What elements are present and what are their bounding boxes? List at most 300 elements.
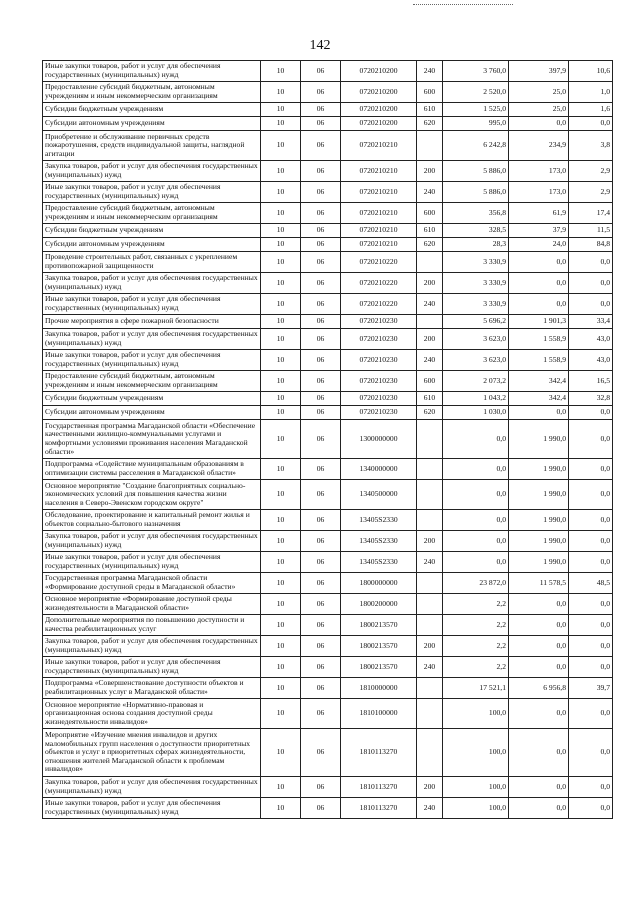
row-name-cell: Подпрограмма «Содействие муниципальным образованиям в оптимизации системы расселения в Магаданской области» bbox=[43, 459, 261, 480]
execution-percent-cell: 0,0 bbox=[569, 406, 613, 420]
executed-amount-cell: 1 558,9 bbox=[509, 329, 569, 350]
section-cell: 10 bbox=[261, 573, 301, 594]
subsection-cell: 06 bbox=[301, 420, 341, 459]
table-row bbox=[43, 729, 613, 777]
executed-amount-cell: 1 990,0 bbox=[509, 459, 569, 480]
expense-type-cell: 240 bbox=[417, 798, 443, 819]
executed-amount-cell: 6 956,8 bbox=[509, 678, 569, 699]
section-cell: 10 bbox=[261, 103, 301, 117]
planned-amount-cell: 3 330,9 bbox=[443, 252, 509, 273]
planned-amount-cell: 3 760,0 bbox=[443, 61, 509, 82]
section-cell: 10 bbox=[261, 657, 301, 678]
executed-amount-cell: 1 990,0 bbox=[509, 420, 569, 459]
target-code-cell: 0720210210 bbox=[341, 203, 417, 224]
target-code-cell: 13405S2330 bbox=[341, 510, 417, 531]
executed-amount-cell: 24,0 bbox=[509, 238, 569, 252]
subsection-cell: 06 bbox=[301, 350, 341, 371]
target-code-cell: 1800000000 bbox=[341, 573, 417, 594]
subsection-cell: 06 bbox=[301, 699, 341, 729]
section-cell: 10 bbox=[261, 798, 301, 819]
table-row bbox=[43, 615, 613, 636]
execution-percent-cell: 0,0 bbox=[569, 798, 613, 819]
planned-amount-cell: 2 073,2 bbox=[443, 371, 509, 392]
expense-type-cell: 240 bbox=[417, 657, 443, 678]
planned-amount-cell: 5 696,2 bbox=[443, 315, 509, 329]
planned-amount-cell: 17 521,1 bbox=[443, 678, 509, 699]
execution-percent-cell: 0,0 bbox=[569, 117, 613, 131]
execution-percent-cell: 0,0 bbox=[569, 420, 613, 459]
row-name-cell: Государственная программа Магаданской области «Формирование доступной среды в Магаданской области» bbox=[43, 573, 261, 594]
execution-percent-cell: 2,9 bbox=[569, 161, 613, 182]
target-code-cell: 1800200000 bbox=[341, 594, 417, 615]
table-row bbox=[43, 459, 613, 480]
planned-amount-cell: 0,0 bbox=[443, 531, 509, 552]
planned-amount-cell: 0,0 bbox=[443, 480, 509, 510]
row-name-cell: Предоставление субсидий бюджетным, автономным учреждениям и иным некоммерческим организациям bbox=[43, 203, 261, 224]
planned-amount-cell: 3 330,9 bbox=[443, 294, 509, 315]
table-row bbox=[43, 678, 613, 699]
expense-type-cell bbox=[417, 252, 443, 273]
planned-amount-cell: 6 242,8 bbox=[443, 131, 509, 161]
executed-amount-cell: 0,0 bbox=[509, 594, 569, 615]
subsection-cell: 06 bbox=[301, 657, 341, 678]
section-cell: 10 bbox=[261, 61, 301, 82]
row-name-cell: Субсидии бюджетным учреждениям bbox=[43, 392, 261, 406]
table-row bbox=[43, 371, 613, 392]
execution-percent-cell: 0,0 bbox=[569, 459, 613, 480]
target-code-cell: 0720210230 bbox=[341, 392, 417, 406]
expense-type-cell bbox=[417, 729, 443, 777]
table-row bbox=[43, 350, 613, 371]
expense-type-cell: 200 bbox=[417, 161, 443, 182]
execution-percent-cell: 2,9 bbox=[569, 182, 613, 203]
subsection-cell: 06 bbox=[301, 294, 341, 315]
expense-type-cell: 620 bbox=[417, 406, 443, 420]
row-name-cell: Закупка товаров, работ и услуг для обеспечения государственных (муниципальных) нужд bbox=[43, 636, 261, 657]
planned-amount-cell: 2,2 bbox=[443, 636, 509, 657]
planned-amount-cell: 100,0 bbox=[443, 798, 509, 819]
section-cell: 10 bbox=[261, 729, 301, 777]
table-row bbox=[43, 203, 613, 224]
executed-amount-cell: 1 990,0 bbox=[509, 531, 569, 552]
target-code-cell: 0720210210 bbox=[341, 238, 417, 252]
executed-amount-cell: 397,9 bbox=[509, 61, 569, 82]
section-cell: 10 bbox=[261, 510, 301, 531]
table-row bbox=[43, 636, 613, 657]
section-cell: 10 bbox=[261, 131, 301, 161]
expense-type-cell: 600 bbox=[417, 82, 443, 103]
execution-percent-cell: 10,6 bbox=[569, 61, 613, 82]
table-row bbox=[43, 294, 613, 315]
subsection-cell: 06 bbox=[301, 238, 341, 252]
executed-amount-cell: 1 558,9 bbox=[509, 350, 569, 371]
target-code-cell: 0720210200 bbox=[341, 61, 417, 82]
subsection-cell: 06 bbox=[301, 573, 341, 594]
budget-table-body bbox=[43, 61, 613, 819]
table-row bbox=[43, 420, 613, 459]
execution-percent-cell: 0,0 bbox=[569, 636, 613, 657]
table-row bbox=[43, 82, 613, 103]
row-name-cell: Мероприятие «Изучение мнения инвалидов и других маломобильных групп населения о доступности приоритетных объектов и услуг в приоритетных сферах жизнедеятельности, отношения жителей Магаданской области к проблемам инвалидов» bbox=[43, 729, 261, 777]
row-name-cell: Субсидии бюджетным учреждениям bbox=[43, 103, 261, 117]
executed-amount-cell: 1 901,3 bbox=[509, 315, 569, 329]
target-code-cell: 1800213570 bbox=[341, 615, 417, 636]
page-number: 142 bbox=[309, 38, 331, 53]
section-cell: 10 bbox=[261, 420, 301, 459]
executed-amount-cell: 0,0 bbox=[509, 729, 569, 777]
planned-amount-cell: 3 330,9 bbox=[443, 273, 509, 294]
row-name-cell: Закупка товаров, работ и услуг для обеспечения государственных (муниципальных) нужд bbox=[43, 531, 261, 552]
target-code-cell: 13405S2330 bbox=[341, 552, 417, 573]
subsection-cell: 06 bbox=[301, 798, 341, 819]
expense-type-cell: 610 bbox=[417, 103, 443, 117]
section-cell: 10 bbox=[261, 161, 301, 182]
target-code-cell: 0720210210 bbox=[341, 161, 417, 182]
section-cell: 10 bbox=[261, 273, 301, 294]
planned-amount-cell: 0,0 bbox=[443, 420, 509, 459]
target-code-cell: 0720210210 bbox=[341, 182, 417, 203]
executed-amount-cell: 25,0 bbox=[509, 82, 569, 103]
row-name-cell: Иные закупки товаров, работ и услуг для обеспечения государственных (муниципальных) нужд bbox=[43, 61, 261, 82]
expense-type-cell bbox=[417, 699, 443, 729]
expense-type-cell: 600 bbox=[417, 371, 443, 392]
row-name-cell: Основное мероприятие «Нормативно-правовая и организационная основа создания доступной среды жизнедеятельности инвалидов» bbox=[43, 699, 261, 729]
executed-amount-cell: 0,0 bbox=[509, 777, 569, 798]
executed-amount-cell: 173,0 bbox=[509, 182, 569, 203]
execution-percent-cell: 17,4 bbox=[569, 203, 613, 224]
target-code-cell: 0720210230 bbox=[341, 406, 417, 420]
planned-amount-cell: 100,0 bbox=[443, 699, 509, 729]
expense-type-cell: 620 bbox=[417, 117, 443, 131]
planned-amount-cell: 2 520,0 bbox=[443, 82, 509, 103]
execution-percent-cell: 0,0 bbox=[569, 273, 613, 294]
section-cell: 10 bbox=[261, 406, 301, 420]
subsection-cell: 06 bbox=[301, 594, 341, 615]
executed-amount-cell: 0,0 bbox=[509, 798, 569, 819]
row-name-cell: Закупка товаров, работ и услуг для обеспечения государственных (муниципальных) нужд bbox=[43, 777, 261, 798]
execution-percent-cell: 0,0 bbox=[569, 510, 613, 531]
target-code-cell: 0720210200 bbox=[341, 103, 417, 117]
execution-percent-cell: 0,0 bbox=[569, 729, 613, 777]
executed-amount-cell: 0,0 bbox=[509, 294, 569, 315]
section-cell: 10 bbox=[261, 315, 301, 329]
subsection-cell: 06 bbox=[301, 182, 341, 203]
subsection-cell: 06 bbox=[301, 480, 341, 510]
planned-amount-cell: 2,2 bbox=[443, 615, 509, 636]
section-cell: 10 bbox=[261, 329, 301, 350]
expense-type-cell: 240 bbox=[417, 552, 443, 573]
expense-type-cell: 610 bbox=[417, 224, 443, 238]
planned-amount-cell: 5 886,0 bbox=[443, 182, 509, 203]
executed-amount-cell: 11 578,5 bbox=[509, 573, 569, 594]
execution-percent-cell: 43,0 bbox=[569, 329, 613, 350]
row-name-cell: Иные закупки товаров, работ и услуг для обеспечения государственных (муниципальных) нужд bbox=[43, 657, 261, 678]
target-code-cell: 13405S2330 bbox=[341, 531, 417, 552]
subsection-cell: 06 bbox=[301, 315, 341, 329]
row-name-cell: Государственная программа Магаданской области «Обеспечение качественными жилищно-коммунальными услугами и комфортными условиями проживания населения Магаданской области» bbox=[43, 420, 261, 459]
executed-amount-cell: 25,0 bbox=[509, 103, 569, 117]
table-row bbox=[43, 273, 613, 294]
table-row bbox=[43, 510, 613, 531]
subsection-cell: 06 bbox=[301, 459, 341, 480]
table-row bbox=[43, 594, 613, 615]
target-code-cell: 0720210230 bbox=[341, 329, 417, 350]
execution-percent-cell: 48,5 bbox=[569, 573, 613, 594]
expense-type-cell bbox=[417, 480, 443, 510]
executed-amount-cell: 173,0 bbox=[509, 161, 569, 182]
execution-percent-cell: 0,0 bbox=[569, 252, 613, 273]
section-cell: 10 bbox=[261, 678, 301, 699]
subsection-cell: 06 bbox=[301, 117, 341, 131]
planned-amount-cell: 3 623,0 bbox=[443, 329, 509, 350]
planned-amount-cell: 2,2 bbox=[443, 594, 509, 615]
subsection-cell: 06 bbox=[301, 678, 341, 699]
target-code-cell: 0720210230 bbox=[341, 350, 417, 371]
expense-type-cell: 620 bbox=[417, 238, 443, 252]
target-code-cell: 1800213570 bbox=[341, 657, 417, 678]
execution-percent-cell: 0,0 bbox=[569, 699, 613, 729]
expense-type-cell bbox=[417, 510, 443, 531]
table-row bbox=[43, 238, 613, 252]
execution-percent-cell: 0,0 bbox=[569, 777, 613, 798]
target-code-cell: 0720210220 bbox=[341, 294, 417, 315]
execution-percent-cell: 0,0 bbox=[569, 480, 613, 510]
target-code-cell: 0720210200 bbox=[341, 82, 417, 103]
row-name-cell: Проведение строительных работ, связанных с укреплением противопожарной защищенности bbox=[43, 252, 261, 273]
planned-amount-cell: 28,3 bbox=[443, 238, 509, 252]
executed-amount-cell: 1 990,0 bbox=[509, 552, 569, 573]
table-row bbox=[43, 131, 613, 161]
table-row bbox=[43, 392, 613, 406]
section-cell: 10 bbox=[261, 350, 301, 371]
table-row bbox=[43, 777, 613, 798]
execution-percent-cell: 0,0 bbox=[569, 552, 613, 573]
planned-amount-cell: 328,5 bbox=[443, 224, 509, 238]
section-cell: 10 bbox=[261, 480, 301, 510]
execution-percent-cell: 39,7 bbox=[569, 678, 613, 699]
table-row bbox=[43, 182, 613, 203]
subsection-cell: 06 bbox=[301, 531, 341, 552]
table-row bbox=[43, 406, 613, 420]
target-code-cell: 1340000000 bbox=[341, 459, 417, 480]
planned-amount-cell: 0,0 bbox=[443, 459, 509, 480]
row-name-cell: Иные закупки товаров, работ и услуг для обеспечения государственных (муниципальных) нужд bbox=[43, 350, 261, 371]
row-name-cell: Субсидии автономным учреждениям bbox=[43, 406, 261, 420]
section-cell: 10 bbox=[261, 371, 301, 392]
execution-percent-cell: 0,0 bbox=[569, 615, 613, 636]
row-name-cell: Субсидии бюджетным учреждениям bbox=[43, 224, 261, 238]
executed-amount-cell: 0,0 bbox=[509, 406, 569, 420]
row-name-cell: Закупка товаров, работ и услуг для обеспечения государственных (муниципальных) нужд bbox=[43, 161, 261, 182]
target-code-cell: 0720210230 bbox=[341, 371, 417, 392]
row-name-cell: Иные закупки товаров, работ и услуг для обеспечения государственных (муниципальных) нужд bbox=[43, 552, 261, 573]
executed-amount-cell: 1 990,0 bbox=[509, 480, 569, 510]
execution-percent-cell: 32,8 bbox=[569, 392, 613, 406]
row-name-cell: Предоставление субсидий бюджетным, автономным учреждениям и иным некоммерческим организациям bbox=[43, 82, 261, 103]
row-name-cell: Подпрограмма «Совершенствование доступности объектов и реабилитационных услуг в Магаданской области» bbox=[43, 678, 261, 699]
planned-amount-cell: 1 030,0 bbox=[443, 406, 509, 420]
row-name-cell: Предоставление субсидий бюджетным, автономным учреждениям и иным некоммерческим организациям bbox=[43, 371, 261, 392]
subsection-cell: 06 bbox=[301, 729, 341, 777]
executed-amount-cell: 0,0 bbox=[509, 657, 569, 678]
planned-amount-cell: 23 872,0 bbox=[443, 573, 509, 594]
target-code-cell: 1340500000 bbox=[341, 480, 417, 510]
expense-type-cell bbox=[417, 594, 443, 615]
subsection-cell: 06 bbox=[301, 510, 341, 531]
table-row bbox=[43, 161, 613, 182]
expense-type-cell: 240 bbox=[417, 61, 443, 82]
table-row bbox=[43, 103, 613, 117]
expense-type-cell: 200 bbox=[417, 329, 443, 350]
row-name-cell: Приобретение и обслуживание первичных средств пожаротушения, средств индивидуальной защиты, наглядной агитации bbox=[43, 131, 261, 161]
planned-amount-cell: 995,0 bbox=[443, 117, 509, 131]
subsection-cell: 06 bbox=[301, 615, 341, 636]
row-name-cell: Основное мероприятие "Создание благоприятных социально-экономических условий для повышения качества жизни населения в Северо-Эвенском городском округе" bbox=[43, 480, 261, 510]
table-row bbox=[43, 573, 613, 594]
section-cell: 10 bbox=[261, 699, 301, 729]
expense-type-cell bbox=[417, 420, 443, 459]
executed-amount-cell: 61,9 bbox=[509, 203, 569, 224]
expense-type-cell bbox=[417, 131, 443, 161]
table-row bbox=[43, 798, 613, 819]
subsection-cell: 06 bbox=[301, 131, 341, 161]
subsection-cell: 06 bbox=[301, 392, 341, 406]
subsection-cell: 06 bbox=[301, 273, 341, 294]
table-row bbox=[43, 315, 613, 329]
subsection-cell: 06 bbox=[301, 161, 341, 182]
section-cell: 10 bbox=[261, 224, 301, 238]
section-cell: 10 bbox=[261, 252, 301, 273]
planned-amount-cell: 100,0 bbox=[443, 777, 509, 798]
subsection-cell: 06 bbox=[301, 61, 341, 82]
row-name-cell: Закупка товаров, работ и услуг для обеспечения государственных (муниципальных) нужд bbox=[43, 329, 261, 350]
target-code-cell: 0720210220 bbox=[341, 273, 417, 294]
execution-percent-cell: 84,8 bbox=[569, 238, 613, 252]
table-row bbox=[43, 552, 613, 573]
execution-percent-cell: 11,5 bbox=[569, 224, 613, 238]
executed-amount-cell: 0,0 bbox=[509, 615, 569, 636]
section-cell: 10 bbox=[261, 82, 301, 103]
section-cell: 10 bbox=[261, 615, 301, 636]
target-code-cell: 0720210200 bbox=[341, 117, 417, 131]
subsection-cell: 06 bbox=[301, 252, 341, 273]
execution-percent-cell: 16,5 bbox=[569, 371, 613, 392]
executed-amount-cell: 0,0 bbox=[509, 252, 569, 273]
execution-percent-cell: 1,0 bbox=[569, 82, 613, 103]
expense-type-cell: 240 bbox=[417, 182, 443, 203]
section-cell: 10 bbox=[261, 594, 301, 615]
target-code-cell: 0720210230 bbox=[341, 315, 417, 329]
planned-amount-cell: 3 623,0 bbox=[443, 350, 509, 371]
execution-percent-cell: 1,6 bbox=[569, 103, 613, 117]
executed-amount-cell: 0,0 bbox=[509, 273, 569, 294]
planned-amount-cell: 0,0 bbox=[443, 510, 509, 531]
section-cell: 10 bbox=[261, 459, 301, 480]
expense-type-cell bbox=[417, 678, 443, 699]
executed-amount-cell: 0,0 bbox=[509, 117, 569, 131]
section-cell: 10 bbox=[261, 203, 301, 224]
subsection-cell: 06 bbox=[301, 82, 341, 103]
expense-type-cell: 240 bbox=[417, 350, 443, 371]
target-code-cell: 1810100000 bbox=[341, 699, 417, 729]
table-row bbox=[43, 61, 613, 82]
subsection-cell: 06 bbox=[301, 371, 341, 392]
table-row bbox=[43, 329, 613, 350]
target-code-cell: 1810113270 bbox=[341, 729, 417, 777]
table-row bbox=[43, 699, 613, 729]
execution-percent-cell: 3,8 bbox=[569, 131, 613, 161]
expense-type-cell bbox=[417, 573, 443, 594]
target-code-cell: 1810113270 bbox=[341, 798, 417, 819]
target-code-cell: 0720210210 bbox=[341, 224, 417, 238]
target-code-cell: 1810000000 bbox=[341, 678, 417, 699]
execution-percent-cell: 33,4 bbox=[569, 315, 613, 329]
subsection-cell: 06 bbox=[301, 552, 341, 573]
section-cell: 10 bbox=[261, 182, 301, 203]
target-code-cell: 1800213570 bbox=[341, 636, 417, 657]
expense-type-cell: 200 bbox=[417, 777, 443, 798]
planned-amount-cell: 1 525,0 bbox=[443, 103, 509, 117]
subsection-cell: 06 bbox=[301, 777, 341, 798]
executed-amount-cell: 342,4 bbox=[509, 371, 569, 392]
section-cell: 10 bbox=[261, 777, 301, 798]
row-name-cell: Иные закупки товаров, работ и услуг для обеспечения государственных (муниципальных) нужд bbox=[43, 182, 261, 203]
target-code-cell: 1810113270 bbox=[341, 777, 417, 798]
row-name-cell: Основное мероприятие «Формирование доступной среды жизнедеятельности в Магаданской области» bbox=[43, 594, 261, 615]
row-name-cell: Прочие мероприятия в сфере пожарной безопасности bbox=[43, 315, 261, 329]
expense-type-cell: 200 bbox=[417, 273, 443, 294]
table-row bbox=[43, 531, 613, 552]
section-cell: 10 bbox=[261, 531, 301, 552]
budget-table bbox=[42, 60, 613, 819]
expense-type-cell: 240 bbox=[417, 294, 443, 315]
row-name-cell: Иные закупки товаров, работ и услуг для обеспечения государственных (муниципальных) нужд bbox=[43, 294, 261, 315]
section-cell: 10 bbox=[261, 294, 301, 315]
section-cell: 10 bbox=[261, 238, 301, 252]
table-row bbox=[43, 224, 613, 238]
planned-amount-cell: 100,0 bbox=[443, 729, 509, 777]
expense-type-cell bbox=[417, 315, 443, 329]
row-name-cell: Обследование, проектирование и капитальный ремонт жилья и объектов социально-бытового назначения bbox=[43, 510, 261, 531]
section-cell: 10 bbox=[261, 552, 301, 573]
row-name-cell: Закупка товаров, работ и услуг для обеспечения государственных (муниципальных) нужд bbox=[43, 273, 261, 294]
subsection-cell: 06 bbox=[301, 329, 341, 350]
expense-type-cell: 600 bbox=[417, 203, 443, 224]
row-name-cell: Субсидии автономным учреждениям bbox=[43, 238, 261, 252]
table-row bbox=[43, 252, 613, 273]
expense-type-cell: 200 bbox=[417, 636, 443, 657]
table-row bbox=[43, 657, 613, 678]
planned-amount-cell: 2,2 bbox=[443, 657, 509, 678]
target-code-cell: 0720210220 bbox=[341, 252, 417, 273]
section-cell: 10 bbox=[261, 117, 301, 131]
executed-amount-cell: 342,4 bbox=[509, 392, 569, 406]
expense-type-cell bbox=[417, 459, 443, 480]
expense-type-cell: 200 bbox=[417, 531, 443, 552]
expense-type-cell: 610 bbox=[417, 392, 443, 406]
planned-amount-cell: 0,0 bbox=[443, 552, 509, 573]
subsection-cell: 06 bbox=[301, 203, 341, 224]
execution-percent-cell: 0,0 bbox=[569, 294, 613, 315]
scan-mark bbox=[413, 4, 513, 7]
section-cell: 10 bbox=[261, 636, 301, 657]
section-cell: 10 bbox=[261, 392, 301, 406]
subsection-cell: 06 bbox=[301, 224, 341, 238]
executed-amount-cell: 1 990,0 bbox=[509, 510, 569, 531]
executed-amount-cell: 37,9 bbox=[509, 224, 569, 238]
subsection-cell: 06 bbox=[301, 636, 341, 657]
planned-amount-cell: 5 886,0 bbox=[443, 161, 509, 182]
